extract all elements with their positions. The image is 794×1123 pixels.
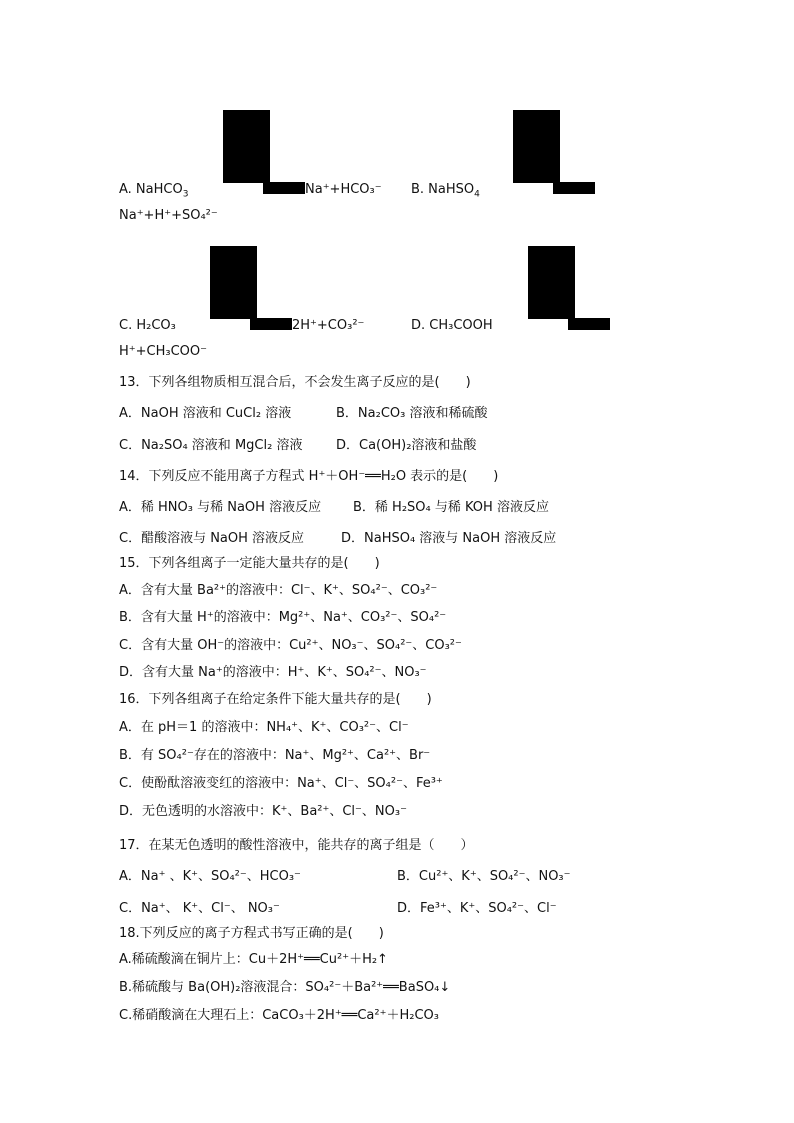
q18-option-b: B.稀硫酸与 Ba(OH)₂溶液混合：SO₄²⁻＋Ba²⁺══BaSO₄↓ <box>119 980 451 995</box>
q15-option-b: B．含有大量 H⁺的溶液中：Mg²⁺、Na⁺、CO₃²⁻、SO₄²⁻ <box>119 610 447 625</box>
option-a-formula: A. NaHCO <box>119 182 183 197</box>
q18-stem: 18.下列反应的离子方程式书写正确的是( ) <box>119 926 384 941</box>
q13-option-d: D．Ca(OH)₂溶液和盐酸 <box>336 438 477 453</box>
q17-option-b: B．Cu²⁺、K⁺、SO₄²⁻、NO₃⁻ <box>397 869 571 884</box>
q16-option-b: B．有 SO₄²⁻存在的溶液中：Na⁺、Mg²⁺、Ca²⁺、Br⁻ <box>119 748 431 763</box>
q17-stem: 17．在某无色透明的酸性溶液中，能共存的离子组是（ ） <box>119 838 474 853</box>
q16-option-c: C．使酚酞溶液变红的溶液中：Na⁺、Cl⁻、SO₄²⁻、Fe³⁺ <box>119 776 443 791</box>
option-b-formula: B. NaHSO <box>411 182 475 197</box>
equation-image-a-lower <box>263 182 305 194</box>
q13-option-c: C．Na₂SO₄ 溶液和 MgCl₂ 溶液 <box>119 438 303 453</box>
q14-option-a: A．稀 HNO₃ 与稀 NaOH 溶液反应 <box>119 500 322 515</box>
q15-option-a: A．含有大量 Ba²⁺的溶液中：Cl⁻、K⁺、SO₄²⁻、CO₃²⁻ <box>119 583 438 598</box>
option-a-formula-sub: 3 <box>182 189 189 200</box>
option-c-label: C. H₂CO₃ <box>119 318 176 333</box>
q13-stem: 13．下列各组物质相互混合后，不会发生离子反应的是( ) <box>119 375 471 390</box>
option-b-label <box>411 182 480 198</box>
q16-stem: 16．下列各组离子在给定条件下能大量共存的是( ) <box>119 692 432 707</box>
q18-option-a: A.稀硫酸滴在铜片上：Cu＋2H⁺══Cu²⁺＋H₂↑ <box>119 952 388 967</box>
equation-image-b-lower <box>553 182 595 194</box>
option-c-products: 2H⁺+CO₃²⁻ <box>292 318 365 333</box>
q15-option-d: D．含有大量 Na⁺的溶液中：H⁺、K⁺、SO₄²⁻、NO₃⁻ <box>119 665 427 680</box>
option-d-products: H⁺+CH₃COO⁻ <box>119 344 207 359</box>
equation-image-a-upper <box>223 110 270 183</box>
equation-image-c-upper <box>210 246 257 319</box>
q17-option-d: D．Fe³⁺、K⁺、SO₄²⁻、Cl⁻ <box>397 901 557 916</box>
equation-image-c-lower <box>250 318 292 330</box>
option-a-label <box>119 182 188 198</box>
q15-stem: 15．下列各组离子一定能大量共存的是( ) <box>119 556 380 571</box>
equation-image-d-lower <box>568 318 610 330</box>
q13-option-a: A．NaOH 溶液和 CuCl₂ 溶液 <box>119 406 292 421</box>
q15-option-c: C．含有大量 OH⁻的溶液中：Cu²⁺、NO₃⁻、SO₄²⁻、CO₃²⁻ <box>119 638 462 653</box>
q14-option-c: C．醋酸溶液与 NaOH 溶液反应 <box>119 531 305 546</box>
q14-option-b: B．稀 H₂SO₄ 与稀 KOH 溶液反应 <box>353 500 549 515</box>
q16-option-a: A．在 pH＝1 的溶液中：NH₄⁺、K⁺、CO₃²⁻、Cl⁻ <box>119 720 409 735</box>
q14-option-d: D．NaHSO₄ 溶液与 NaOH 溶液反应 <box>341 531 557 546</box>
equation-image-d-upper <box>528 246 575 319</box>
equation-image-b-upper <box>513 110 560 183</box>
q13-option-b: B．Na₂CO₃ 溶液和稀硫酸 <box>336 406 488 421</box>
option-b-formula-sub: 4 <box>474 189 480 200</box>
option-d-label: D. CH₃COOH <box>411 318 493 333</box>
option-b-products: Na⁺+H⁺+SO₄²⁻ <box>119 208 218 223</box>
q17-option-a: A．Na⁺ 、K⁺、SO₄²⁻、HCO₃⁻ <box>119 869 301 884</box>
q14-stem: 14．下列反应不能用离子方程式 H⁺＋OH⁻══H₂O 表示的是( ) <box>119 469 499 484</box>
q17-option-c: C．Na⁺、 K⁺、Cl⁻、 NO₃⁻ <box>119 901 280 916</box>
option-a-products: Na⁺+HCO₃⁻ <box>305 182 382 197</box>
q18-option-c: C.稀硝酸滴在大理石上：CaCO₃＋2H⁺══Ca²⁺＋H₂CO₃ <box>119 1008 439 1023</box>
q16-option-d: D．无色透明的水溶液中：K⁺、Ba²⁺、Cl⁻、NO₃⁻ <box>119 804 407 819</box>
